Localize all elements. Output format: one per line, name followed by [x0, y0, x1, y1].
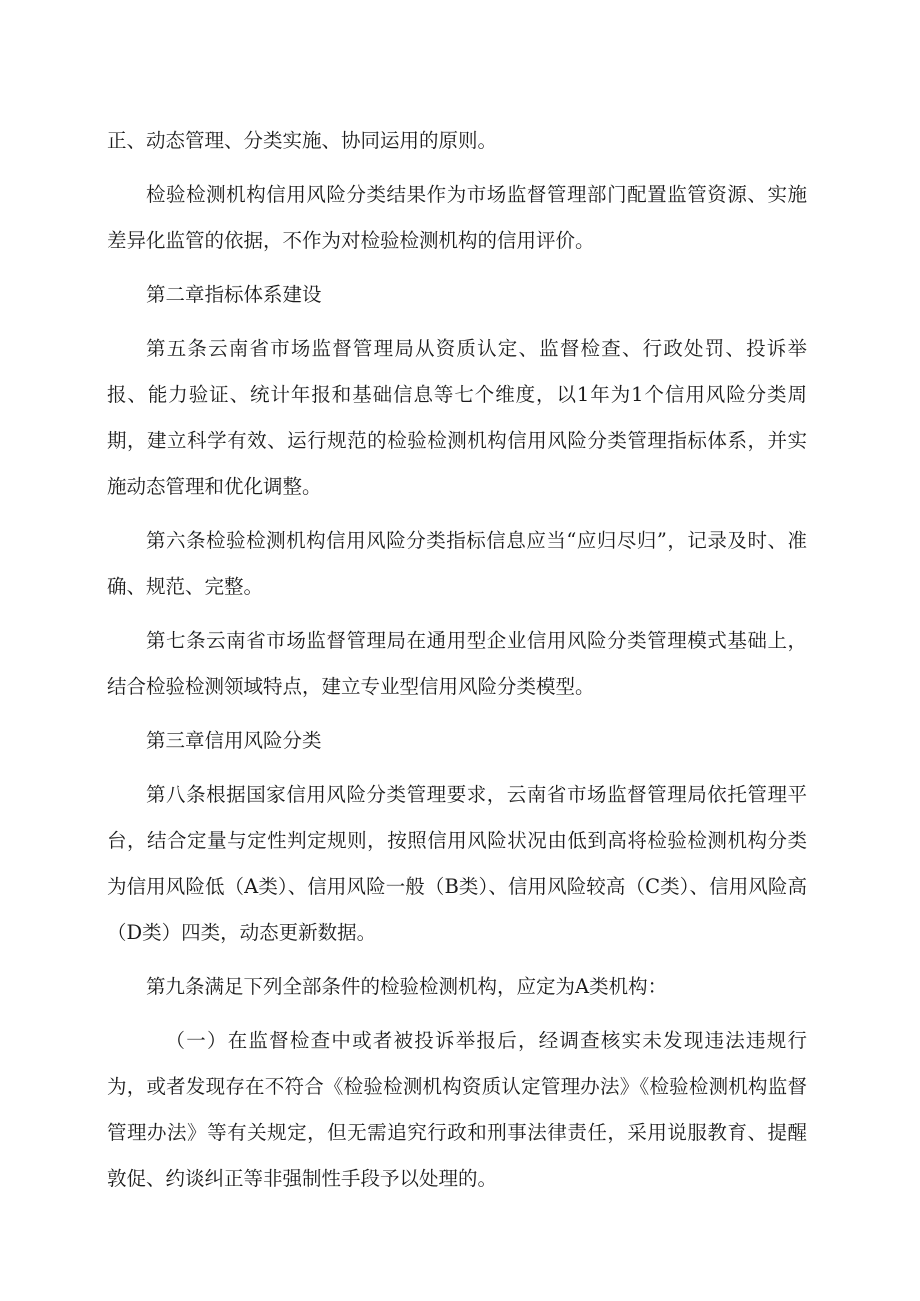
article-9: 第九条满足下列全部条件的检验检测机构，应定为A类机构： [146, 975, 668, 998]
article-9-item-1: （一）在监督检查中或者被投诉举报后，经调查核实未发现违法违规行为，或者发现存在不符合《检验检测机构资质认定管理办法》《检验检测机构监督管理办法》等有关规定，但无需追究行政和刑事法律责任，采用说服教育、提醒敦促、约谈纠正等非强制性手段予以处理的。 [107, 1029, 807, 1190]
paragraph-classification-purpose: 检验检测机构信用风险分类结果作为市场监督管理部门配置监管资源、实施差异化监管的依据，不作为对检验检测机构的信用评价。 [107, 183, 807, 252]
paragraph-continuation: 正、动态管理、分类实施、协同运用的原则。 [107, 129, 498, 152]
article-5: 第五条云南省市场监督管理局从资质认定、监督检查、行政处罚、投诉举报、能力验证、统计年报和基础信息等七个维度，以1年为1个信用风险分类周期，建立科学有效、运行规范的检验检测机构信用风险分类管理指标体系，并实施动态管理和优化调整。 [107, 337, 807, 498]
chapter-heading-2: 第二章指标体系建设 [146, 283, 322, 306]
article-7: 第七条云南省市场监督管理局在通用型企业信用风险分类管理模式基础上，结合检验检测领域特点，建立专业型信用风险分类模型。 [107, 629, 807, 698]
chapter-heading-3: 第三章信用风险分类 [146, 729, 322, 752]
article-6: 第六条检验检测机构信用风险分类指标信息应当“应归尽归”，记录及时、准确、规范、完整。 [107, 529, 807, 598]
article-8: 第八条根据国家信用风险分类管理要求，云南省市场监督管理局依托管理平台，结合定量与定性判定规则，按照信用风险状况由低到高将检验检测机构分类为信用风险低（A类）、信用风险一般（B类）、信用风险较高（C类）、信用风险高（D类）四类，动态更新数据。 [107, 783, 807, 944]
document-body [107, 118, 807, 1210]
